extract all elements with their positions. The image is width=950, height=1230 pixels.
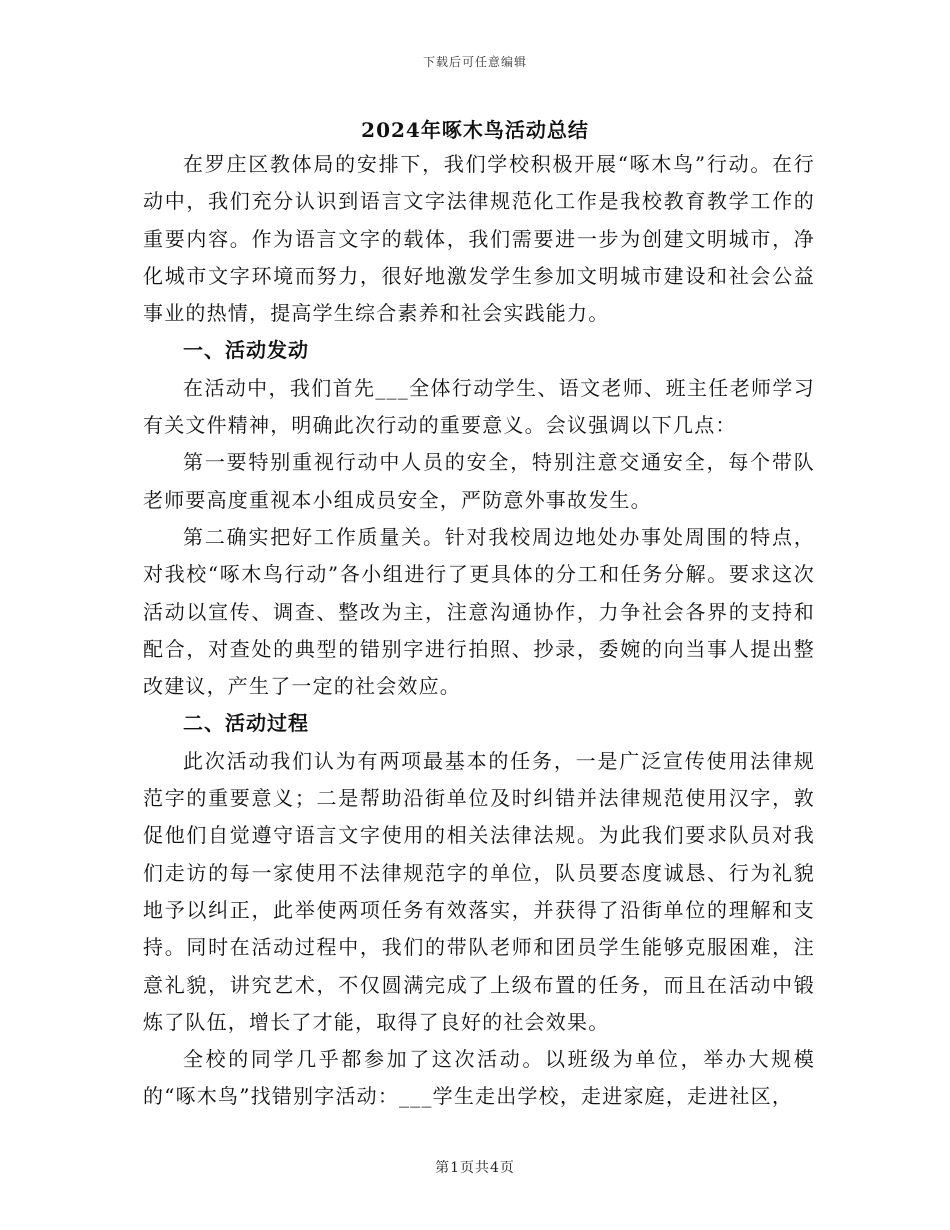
document-body (143, 146, 815, 1116)
mobilization-paragraph: 在活动中，我们首先___全体行动学生、语文老师、班主任老师学习有关文件精神，明确此次行动的重要意义。会议强调以下几点： (143, 375, 815, 438)
intro-paragraph: 在罗庄区教体局的安排下，我们学校积极开展“啄木鸟”行动。在行动中，我们充分认识到语言文字法律规范化工作是我校教育教学工作的重要内容。作为语言文字的载体，我们需要进一步为创建文明城市，净化城市文字环境而努力，很好地激发学生参加文明城市建设和社会公益事业的热情，提高学生综合素养和社会实践能力。 (143, 152, 815, 326)
section-heading-process: 二、活动过程 (183, 711, 309, 736)
participation-paragraph: 全校的同学几乎都参加了这次活动。以班级为单位，举办大规模的“啄木鸟”找错别字活动：___学生走出学校，走进家庭，走进社区， (143, 1047, 815, 1109)
page-footer: 第1页共4页 (435, 1160, 515, 1176)
document-title: 2024年啄木鸟活动总结 (361, 118, 589, 142)
section-heading-mobilization: 一、活动发动 (183, 338, 309, 363)
header-note: 下载后可任意编辑 (422, 55, 527, 69)
point-two-paragraph: 第二确实把好工作质量关。针对我校周边地处办事处周围的特点，对我校“啄木鸟行动”各小组进行了更具体的分工和任务分解。要求这次活动以宣传、调查、整改为主，注意沟通协作，力争社会各界的支持和配合，对查处的典型的错别字进行拍照、抄录，委婉的向当事人提出整改建议，产生了一定的社会效应。 (143, 524, 815, 699)
point-one-paragraph: 第一要特别重视行动中人员的安全，特别注意交通安全，每个带队老师要高度重视本小组成员安全，严防意外事故发生。 (143, 450, 815, 512)
process-paragraph: 此次活动我们认为有两项最基本的任务，一是广泛宣传使用法律规范字的重要意义；二是帮助沿街单位及时纠错并法律规范使用汉字，敦促他们自觉遵守语言文字使用的相关法律法规。为此我们要求队员对我们走访的每一家使用不法律规范字的单位，队员要态度诚恳、行为礼貌地予以纠正，此举使两项任务有效落实，并获得了沿街单位的理解和支持。同时在活动过程中，我们的带队老师和团员学生能够克服困难，注意礼貌，讲究艺术，不仅圆满完成了上级布置的任务，而且在活动中锻炼了队伍，增长了才能，取得了良好的社会效果。 (143, 748, 815, 1034)
